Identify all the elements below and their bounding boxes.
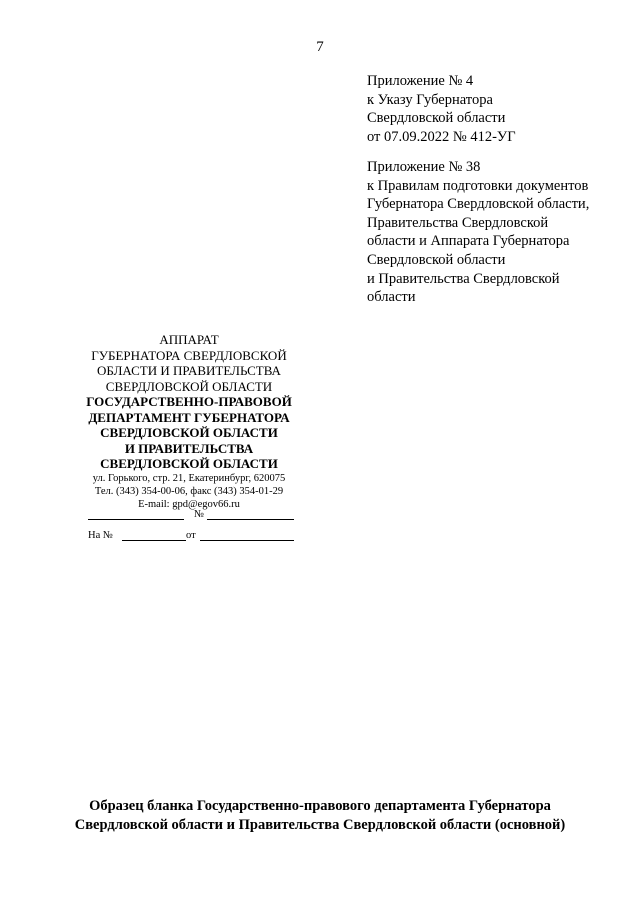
appendix-rules-line: и Правительства Свердловской — [367, 270, 560, 287]
reply-date-blank — [200, 529, 294, 541]
letterhead-dept-line: ДЕПАРТАМЕНТ ГУБЕРНАТОРА — [88, 409, 290, 425]
letterhead — [80, 332, 298, 511]
letterhead-phone: Тел. (343) 354-00-06, факс (343) 354-01-29 — [94, 485, 284, 497]
appendix-decree-block — [367, 72, 632, 146]
appendix-decree-line: к Указу Губернатора — [367, 91, 493, 108]
letterhead-org-line: ГУБЕРНАТОРА СВЕРДЛОВСКОЙ — [91, 347, 287, 363]
outgoing-number-blank — [207, 508, 294, 520]
appendix-rules-line: к Правилам подготовки документов — [367, 177, 589, 194]
appendix-decree-line: Приложение № 4 — [367, 73, 474, 89]
reply-from-label: от — [186, 530, 196, 541]
letterhead-dept-line: ГОСУДАРСТВЕННО-ПРАВОВОЙ — [86, 394, 292, 409]
form-caption-line: Свердловской области и Правительства Свердловской области (основной) — [74, 817, 566, 833]
outgoing-registration-line — [88, 508, 294, 522]
appendix-rules-line: Губернатора Свердловской области, — [367, 196, 590, 213]
letterhead-org-line: СВЕРДЛОВСКОЙ ОБЛАСТИ — [105, 378, 273, 394]
letterhead-org-line: ОБЛАСТИ И ПРАВИТЕЛЬСТВА — [97, 363, 281, 378]
appendix-rules-line: Свердловской области — [367, 251, 506, 268]
letterhead-address: ул. Горького, стр. 21, Екатеринбург, 620075 — [92, 472, 286, 484]
appendix-rules-line: Правительства Свердловской — [367, 214, 549, 231]
reply-registration-line — [88, 529, 294, 543]
reply-number-label: На № — [88, 530, 113, 541]
outgoing-number-label: № — [194, 509, 205, 520]
appendix-rules-line: области и Аппарата Губернатора — [367, 233, 570, 250]
outgoing-date-blank — [88, 508, 184, 520]
letterhead-dept-line: СВЕРДЛОВСКОЙ ОБЛАСТИ — [100, 425, 278, 440]
appendix-decree-line: от 07.09.2022 № 412-УГ — [367, 128, 516, 145]
form-caption-line: Образец бланка Государственно-правового департамента Губернатора — [89, 798, 551, 814]
letterhead-org-line: АППАРАТ — [159, 332, 219, 347]
form-caption — [0, 797, 640, 835]
appendix-decree-line: Свердловской области — [367, 110, 506, 127]
appendix-rules-line: Приложение № 38 — [367, 159, 481, 175]
letterhead-email: E-mail: gpd@egov66.ru — [138, 498, 240, 510]
letterhead-dept-line: СВЕРДЛОВСКОЙ ОБЛАСТИ — [100, 456, 278, 471]
letterhead-dept-line: И ПРАВИТЕЛЬСТВА — [124, 440, 254, 456]
page-number: 7 — [316, 39, 324, 55]
appendix-rules-block — [367, 158, 632, 307]
appendix-rules-line: области — [367, 289, 416, 306]
reply-number-blank — [122, 529, 186, 541]
